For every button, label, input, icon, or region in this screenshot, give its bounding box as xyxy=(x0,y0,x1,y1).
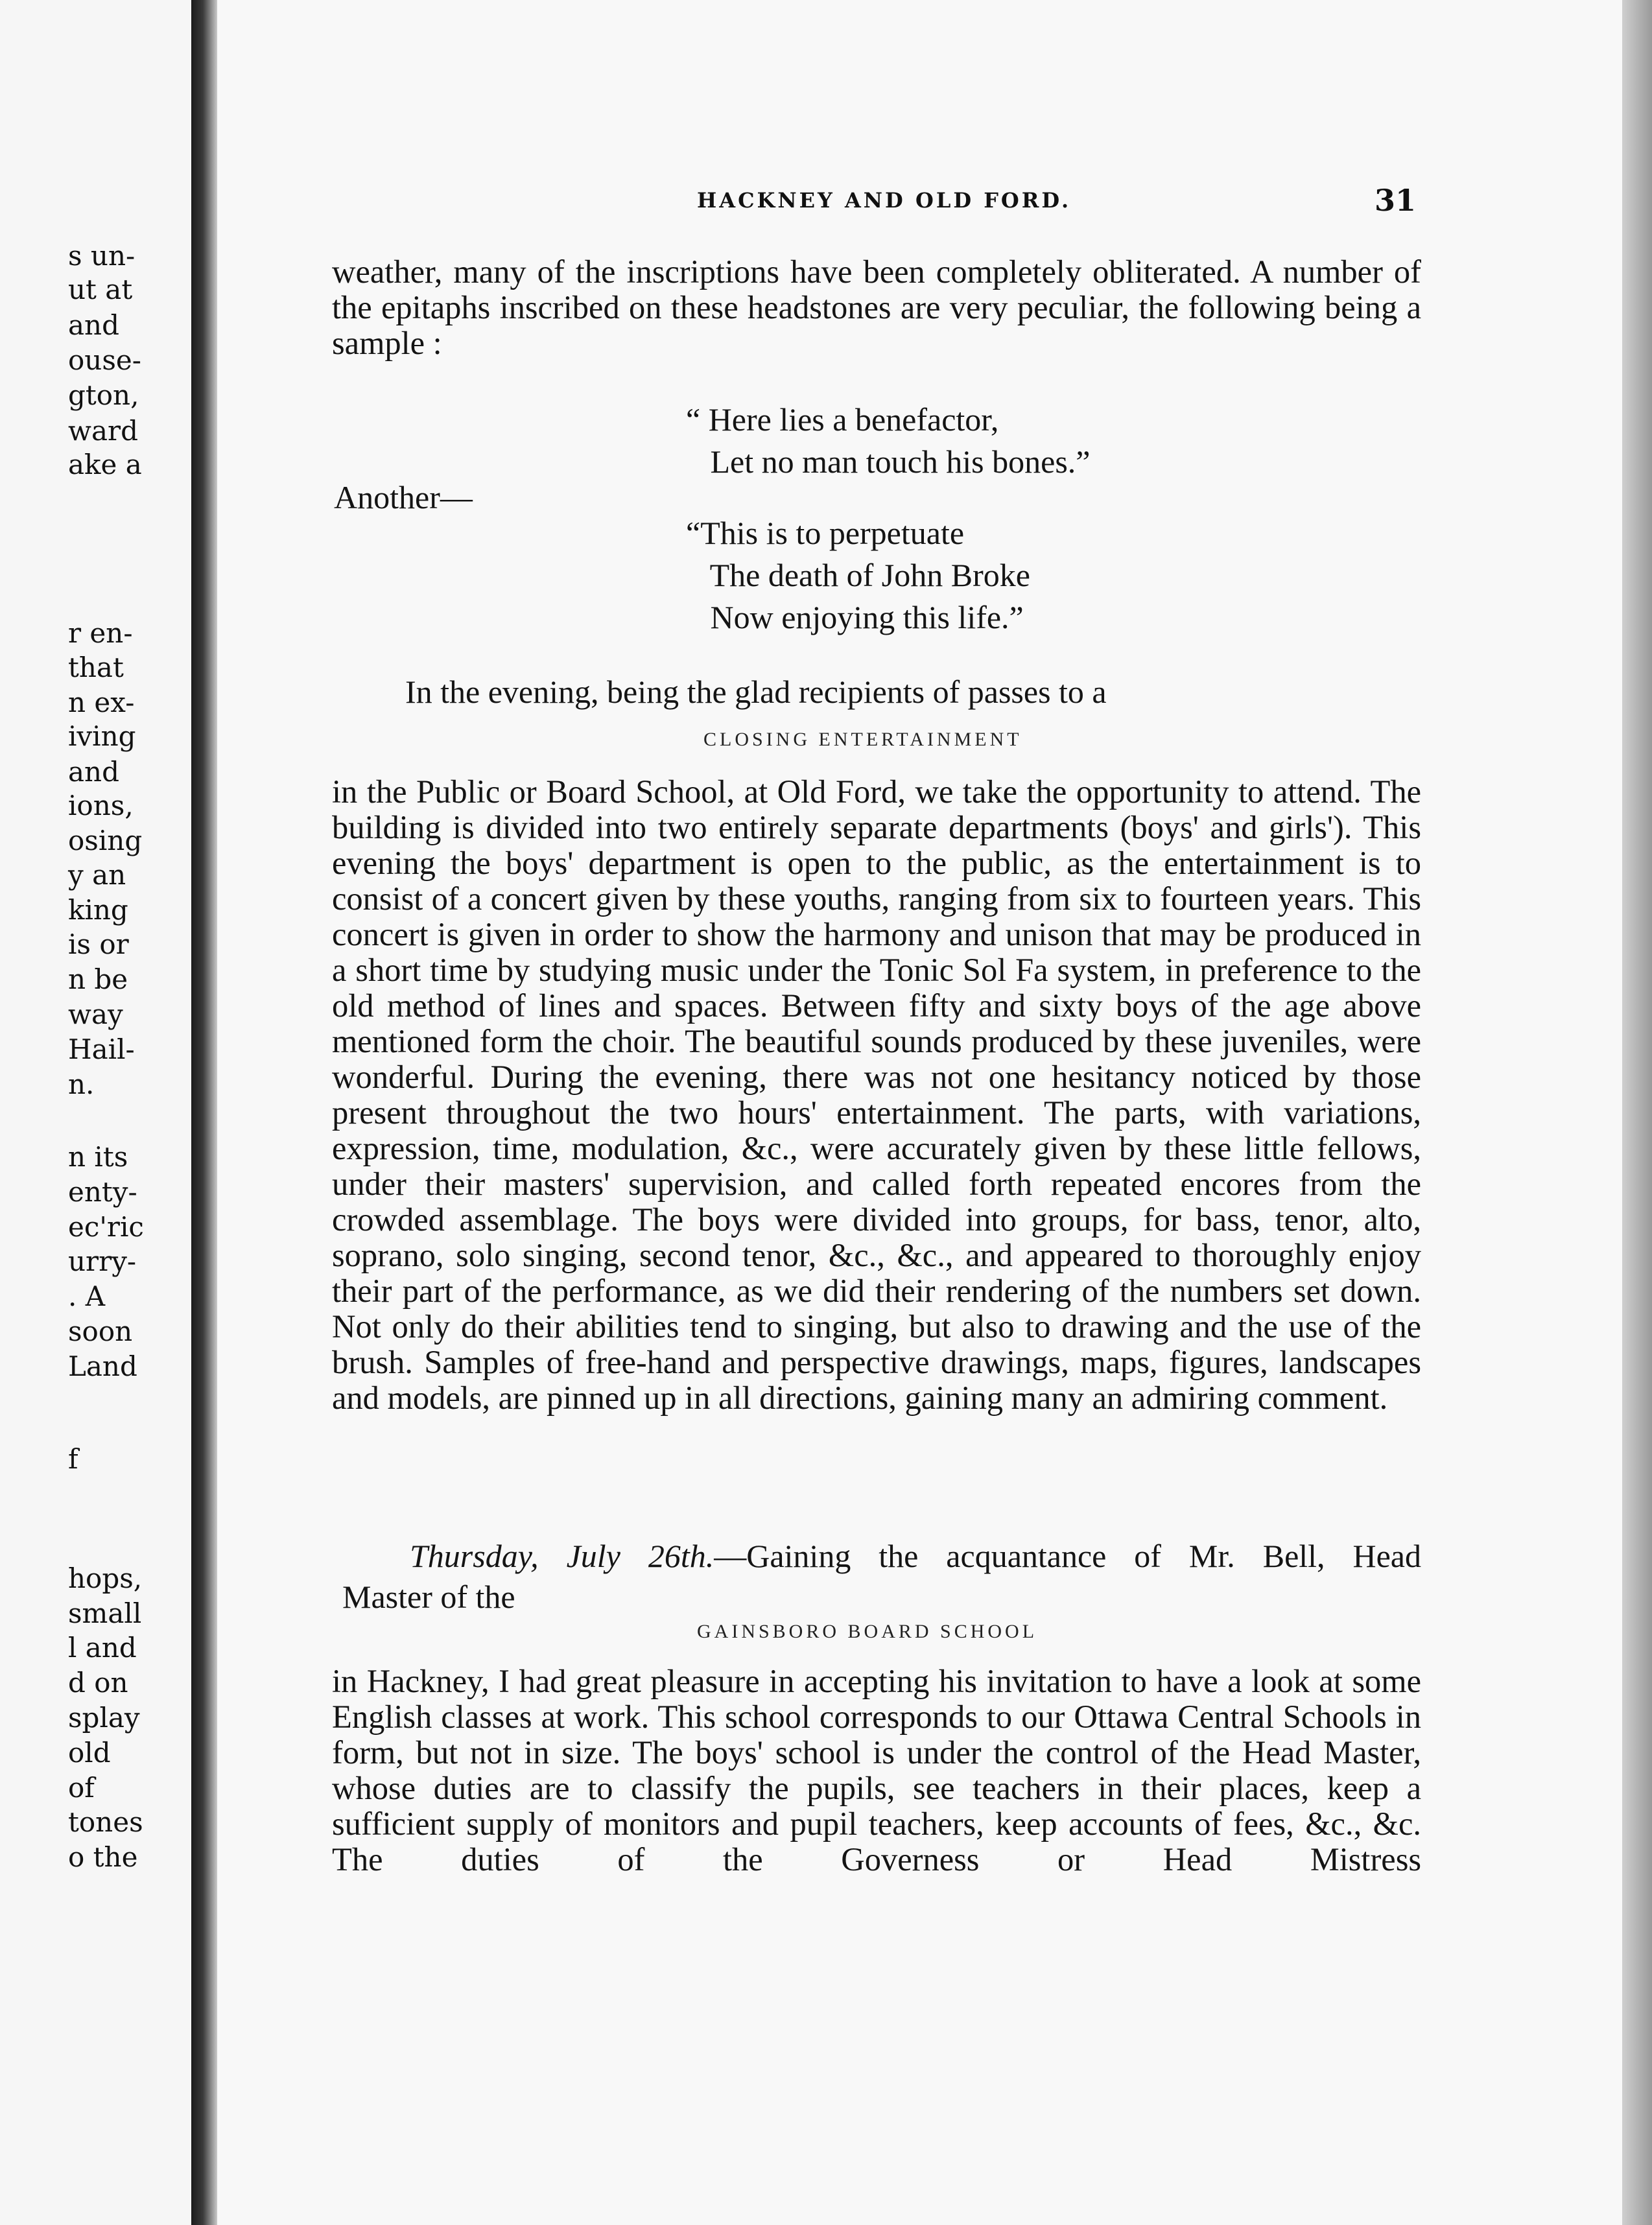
left-page-fragment: and xyxy=(68,756,119,788)
left-page-fragment: Hail- xyxy=(68,1033,135,1065)
left-page-fragment: ut at xyxy=(68,274,133,305)
left-page-fragment: iving xyxy=(68,720,136,752)
left-page-fragment: o the xyxy=(68,1841,138,1873)
paragraph-closing-entertainment: in the Public or Board School, at Old Ford, we take the opportunity to attend. The building is divided into two entirely separate departments (boys' and girls'). This evening the boys' department is open to the public, as the entertainment is to consist of a concert given by these youths, ranging from six to fourteen years. This concert is given in order to show the harmony and unison that may be produced in a short time by studying music under the Tonic Sol Fa system, in preference to the old method of lines and spaces. Between fifty and sixty boys of the age above mentioned form the choir. The beautiful sounds produced by these juveniles, were wonderful. During the evening, there was not one hesitancy noticed by those present throughout the two hours' entertainment. The parts, with variations, expression, time, modulation, &c., were accurately given by these little fellows, under their masters' supervision, and called forth repeated encores from the crowded assemblage. The boys were divided into groups, for bass, tenor, alto, soprano, solo singing, second tenor, &c., &c., and appeared to thoroughly enjoy their part of the performance, as we did their rendering of the numbers set down. Not only do their abilities tend to singing, but also to drawing and the use of the brush. Samples of free-hand and perspective drawings, maps, figures, landscapes and models, are pinned up in all directions, gaining many an admiring comment. xyxy=(332,773,1421,1416)
left-page-fragment: tones xyxy=(68,1806,143,1838)
left-page-fragment: gton, xyxy=(68,379,139,411)
page-number: 31 xyxy=(1375,183,1417,218)
master-of-the-line: Master of the xyxy=(342,1579,515,1615)
date-label: Thursday, July 26th. xyxy=(410,1538,714,1574)
date-line-text: —Gaining the acquantance of Mr. Bell, Head xyxy=(714,1538,1421,1574)
date-line xyxy=(410,1536,1421,1575)
left-page-fragment: n. xyxy=(68,1068,95,1100)
left-page-fragment: osing xyxy=(68,825,143,856)
left-page-fragment: . A xyxy=(68,1280,106,1312)
left-page-fragment: is or xyxy=(68,928,129,960)
heading-closing-entertainment: CLOSING ENTERTAINMENT xyxy=(703,729,1022,750)
another-label: Another— xyxy=(334,479,473,515)
evening-line: In the evening, being the glad recipients of passes to a xyxy=(405,674,1107,710)
running-title: HACKNEY AND OLD FORD. xyxy=(697,188,1072,213)
left-page-fragment: hops, xyxy=(68,1562,143,1594)
left-page-fragment: urry- xyxy=(68,1245,137,1277)
epitaph-john-broke: “This is to perpetuate The death of John Broke Now enjoying this life.” xyxy=(686,515,1030,635)
heading-gainsboro-board-school: GAINSBORO BOARD SCHOOL xyxy=(697,1621,1038,1642)
left-page-fragment: ec'ric xyxy=(68,1211,144,1243)
left-page-fragment: f xyxy=(68,1443,78,1475)
left-page-fragment: enty- xyxy=(68,1176,137,1208)
left-page-fragment: d on xyxy=(68,1667,128,1699)
left-page-fragment: n ex- xyxy=(68,687,135,718)
left-page-fragment: n be xyxy=(68,963,128,995)
left-page-fragment: that xyxy=(68,652,124,683)
book-gutter xyxy=(191,0,217,2225)
left-page-fragment: Land xyxy=(68,1350,137,1382)
left-page-fragment: king xyxy=(68,894,128,926)
left-page-fragment: s un- xyxy=(68,240,136,272)
page-edge-shadow xyxy=(1622,0,1652,2225)
paragraph-inscriptions: weather, many of the inscriptions have been completely obliterated. A number of the epitaphs inscribed on these headstones are very peculiar, the following being a sample : xyxy=(332,253,1421,361)
left-page-fragment: ward xyxy=(68,415,138,447)
left-page-fragment: l and xyxy=(68,1632,137,1664)
left-page-fragment: and xyxy=(68,309,119,341)
epitaph-benefactor: “ Here lies a benefactor, Let no man touch his bones.” xyxy=(686,401,1091,480)
left-page-fragment: old xyxy=(68,1737,111,1769)
left-page-edge xyxy=(0,0,191,2225)
left-page-fragment: y an xyxy=(68,859,126,891)
left-page-fragment: way xyxy=(68,998,123,1030)
left-page-fragment: splay xyxy=(68,1702,140,1734)
left-page-fragment: ions, xyxy=(68,790,134,821)
left-page-fragment: n its xyxy=(68,1141,128,1173)
left-page-fragment: ouse- xyxy=(68,344,141,376)
left-page-fragment: ake a xyxy=(68,449,142,480)
paragraph-gainsboro: in Hackney, I had great pleasure in accepting his invitation to have a look at some English classes at work. This school corresponds to our Ottawa Central Schools in form, but not in size. The boys' school is under the control of the Head Master, whose duties are to classify the pupils, see teachers in their places, keep a sufficient supply of monitors and pupil teachers, keep accounts of fees, &c., &c. The duties of the Governess or Head Mistress xyxy=(332,1663,1421,1878)
left-page-fragment: r en- xyxy=(68,617,133,649)
left-page-fragment: small xyxy=(68,1597,142,1629)
left-page-fragment: soon xyxy=(68,1315,133,1347)
left-page-fragment: of xyxy=(68,1772,95,1804)
